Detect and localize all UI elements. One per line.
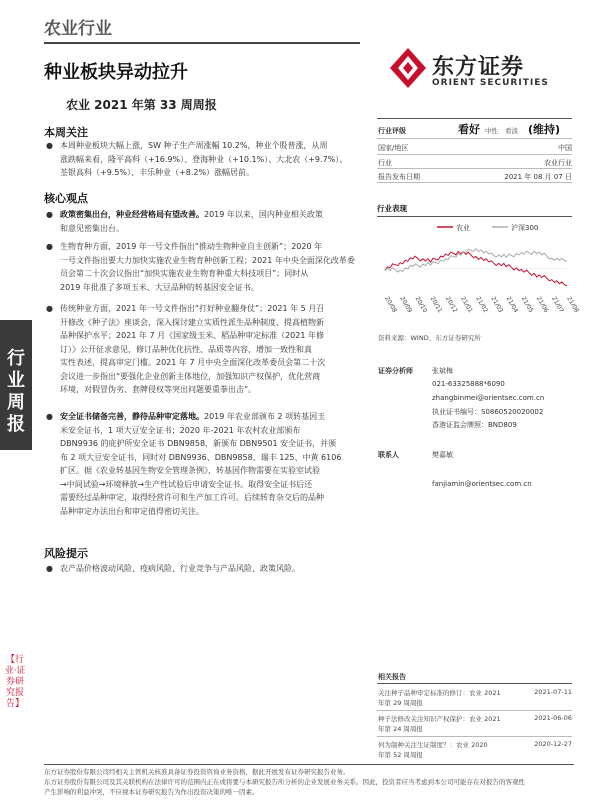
- rating-top-rule: [377, 118, 572, 119]
- report-category-vertical: 【行业·证券研究报告】: [4, 655, 26, 709]
- rating-rule: [377, 182, 572, 183]
- performance-chart: [377, 220, 580, 330]
- report-type-label: 行业周报: [7, 348, 25, 435]
- x-tick-label: 20/11: [428, 295, 444, 314]
- analyst-hk-license: 香港证监会牌照：BND809: [432, 421, 517, 429]
- x-tick-label: 20/12: [443, 295, 459, 314]
- page-subtitle: 农业 2021 年第 33 周周报: [66, 98, 217, 112]
- rating-neutral: 中性: [485, 127, 498, 135]
- core-paragraph-1: 政策密集出台，种业经营格局有望改善。2019 年以来，国内种业相关政策 和意见密集出台。: [60, 210, 323, 233]
- bullet-icon: ●: [46, 242, 53, 251]
- rating-label: 行业评级: [378, 127, 406, 135]
- related-rule: [377, 736, 572, 737]
- related-date: 2020-12-27: [534, 740, 572, 748]
- related-date: 2021-07-11: [534, 688, 572, 696]
- rating-negative: 看淡: [505, 127, 518, 135]
- analyst-phone: 021-63325888*6090: [432, 380, 505, 388]
- rating-row-value: 中国: [558, 144, 572, 152]
- analyst-name: 张斌梅: [432, 367, 453, 375]
- x-tick-label: 21/05: [519, 295, 535, 314]
- x-tick-label: 21/01: [459, 295, 474, 314]
- contact-email[interactable]: fanjiamin@orientsec.com.cn: [432, 480, 532, 488]
- analyst-license: 执业证书编号：S0860520020002: [432, 408, 544, 416]
- legend-label: 沪深300: [511, 224, 539, 232]
- x-tick-label: 21/03: [489, 295, 505, 314]
- x-tick-label: 21/04: [504, 295, 520, 314]
- x-tick-label: 20/08: [383, 295, 398, 314]
- section-heading-core: 核心观点: [44, 192, 88, 205]
- core-paragraph-3: 传统种业方面，2021 年一号文件指出“打好种业翻身仗”；2021 年 5 月召 开修改《种子法》座谈会，深入探讨建立实质性派生品种制度、提高植物新 品种保护水平；2021 年 7 月《国家级玉米、稻品种审定标准（2021 年修 订）》公开征求意见，修订品种优化抗性、品质等内容，增加一致性和真 实性表述，提高审定门槛。2021 年 7 月中央全面深化改革委员会第二十次 会议进一步指出“要强化企业创新主体地位，加强知识产权保护，优化营商 环境，对假冒伪劣、套牌侵权等突出问题要重拳出击”。: [60, 304, 326, 394]
- footer-rule: [44, 764, 574, 765]
- x-tick-label: 20/09: [398, 295, 414, 314]
- x-tick-label: 21/02: [474, 295, 489, 314]
- related-item[interactable]: 何为制种关注生证制度？：农业 2020 年第 52 周周报: [378, 741, 488, 759]
- rating-rule: [377, 154, 572, 155]
- footer-disclaimer: 东方证券股份有限公司经相关主管机关核准具备证券投资咨询业务资格，据此开展发布证券研究报告业务。 东方证券股份有限公司及其关联机构在法律许可的范围内正在或将要与本研究报告所分析的企业发展业务关系。因此，投资者应当考虑到本公司可能存在对报告的客观性 产生影响的利益冲突，不应视本证券研究报告为作出投资决策的唯一因素。: [44, 768, 525, 796]
- bullet-icon: ●: [46, 141, 53, 150]
- series-line-沪深300: [385, 249, 567, 272]
- weekly-paragraph: 本周种业板块大幅上涨，SW 种子生产周涨幅 10.2%，种业个股普涨，从周 涨跌幅来看，隆平高科（+16.9%）、登海种业（+10.1%）、大北农（+9.7%）、 荃银高科（+9.5%）、丰乐种业（+8.2%）涨幅居前。: [60, 141, 348, 177]
- chart-title: 行业表现: [377, 204, 407, 213]
- rating-row-key: 国家/地区: [378, 144, 409, 152]
- section-heading-risk: 风险提示: [44, 547, 88, 560]
- analyst-label: 证券分析师: [378, 367, 413, 375]
- related-rule: [377, 683, 572, 684]
- rating-rule: [377, 138, 572, 139]
- chart-title-rule: [377, 216, 572, 217]
- brand-name: 东方证券: [432, 55, 525, 80]
- x-tick-label: 20/10: [413, 295, 429, 314]
- rating-row-key: 行业: [378, 159, 392, 167]
- related-item[interactable]: 种子法修改关注知识产权保护：农业 2021 年第 24 周周报: [378, 715, 501, 733]
- rating-hold: (维持): [528, 123, 561, 136]
- rating-row-key: 报告发布日期: [378, 173, 420, 181]
- bullet-icon: ●: [46, 412, 53, 421]
- risk-paragraph: 农产品价格波动风险、疫病风险、行业竞争与产品风险、政策风险。: [60, 564, 300, 573]
- core-paragraph-2: 生物育种方面，2019 年一号文件指出“推动生物种业自主创新”；2020 年 一号文件指出要大力加快实施农业生物育种创新工程；2021 年中央全面深化改革委 员会第二十次会议指出“加快实施农业生物育种重大科技项目”；同时从 2019 年批准了多项玉米、大豆品种的转基因安全证书。: [60, 242, 355, 292]
- related-item[interactable]: 关注种子品种审定标准的修订：农业 2021 年第 29 周周报: [378, 689, 501, 707]
- related-rule: [377, 710, 572, 711]
- title-divider: [44, 42, 360, 44]
- rating-rule: [377, 168, 572, 169]
- section-heading-weekly: 本周关注: [44, 126, 88, 139]
- brand-name-en: ORIENT SECURITIES: [432, 78, 549, 88]
- legend-label: 农业: [456, 224, 470, 232]
- rating-row-value: 农业行业: [544, 159, 572, 167]
- page-title: 种业板块异动拉升: [44, 62, 188, 83]
- related-heading: 相关报告: [378, 673, 406, 681]
- orient-logo-icon: [388, 46, 428, 90]
- x-tick-label: 21/07: [550, 295, 565, 314]
- contact-label: 联系人: [378, 451, 399, 459]
- analyst-email[interactable]: zhangbinmei@orientsec.com.cn: [432, 394, 545, 402]
- rating-row-value: 2021 年 08 月 07 日: [504, 173, 572, 181]
- bullet-icon: ●: [46, 304, 53, 313]
- industry-label: 农业行业: [44, 19, 112, 39]
- x-tick-label: 21/06: [534, 295, 550, 314]
- core-paragraph-4: 安全证书储备完善，静待品种审定落地。2019 年农业部颁布 2 项转基因玉 米安全证书，1 项大豆安全证书；2020 年-2021 年农村农业部颁布 DBN9936 的庇护所安全证书 DBN9858，新颁布 DBN9501 安全证书，并颁 布 2 项大豆安全证书，同时对 DBN9936、DBN9858、瑞丰 125、中黄 6106 扩区。据《农业转基因生物安全管理条例》，转基因作物需要在实验室试验 →中间试验→环境释放→生产性试验后申请安全证书。取得安全证书后还 需要经过品种审定，取得经营许可和生产加工许可。后续转育杂交后的品种 品种审定办法出台和审定值得密切关注。: [60, 412, 342, 516]
- bullet-icon: ●: [46, 210, 53, 219]
- rating-value: 看好: [458, 123, 480, 136]
- x-tick-label: 21/08: [565, 295, 580, 314]
- chart-source: 资料来源：WIND、东方证券研究所: [378, 334, 481, 342]
- related-date: 2021-06-06: [534, 714, 572, 722]
- bullet-icon: ●: [46, 564, 53, 573]
- contact-name: 樊嘉敏: [432, 451, 453, 459]
